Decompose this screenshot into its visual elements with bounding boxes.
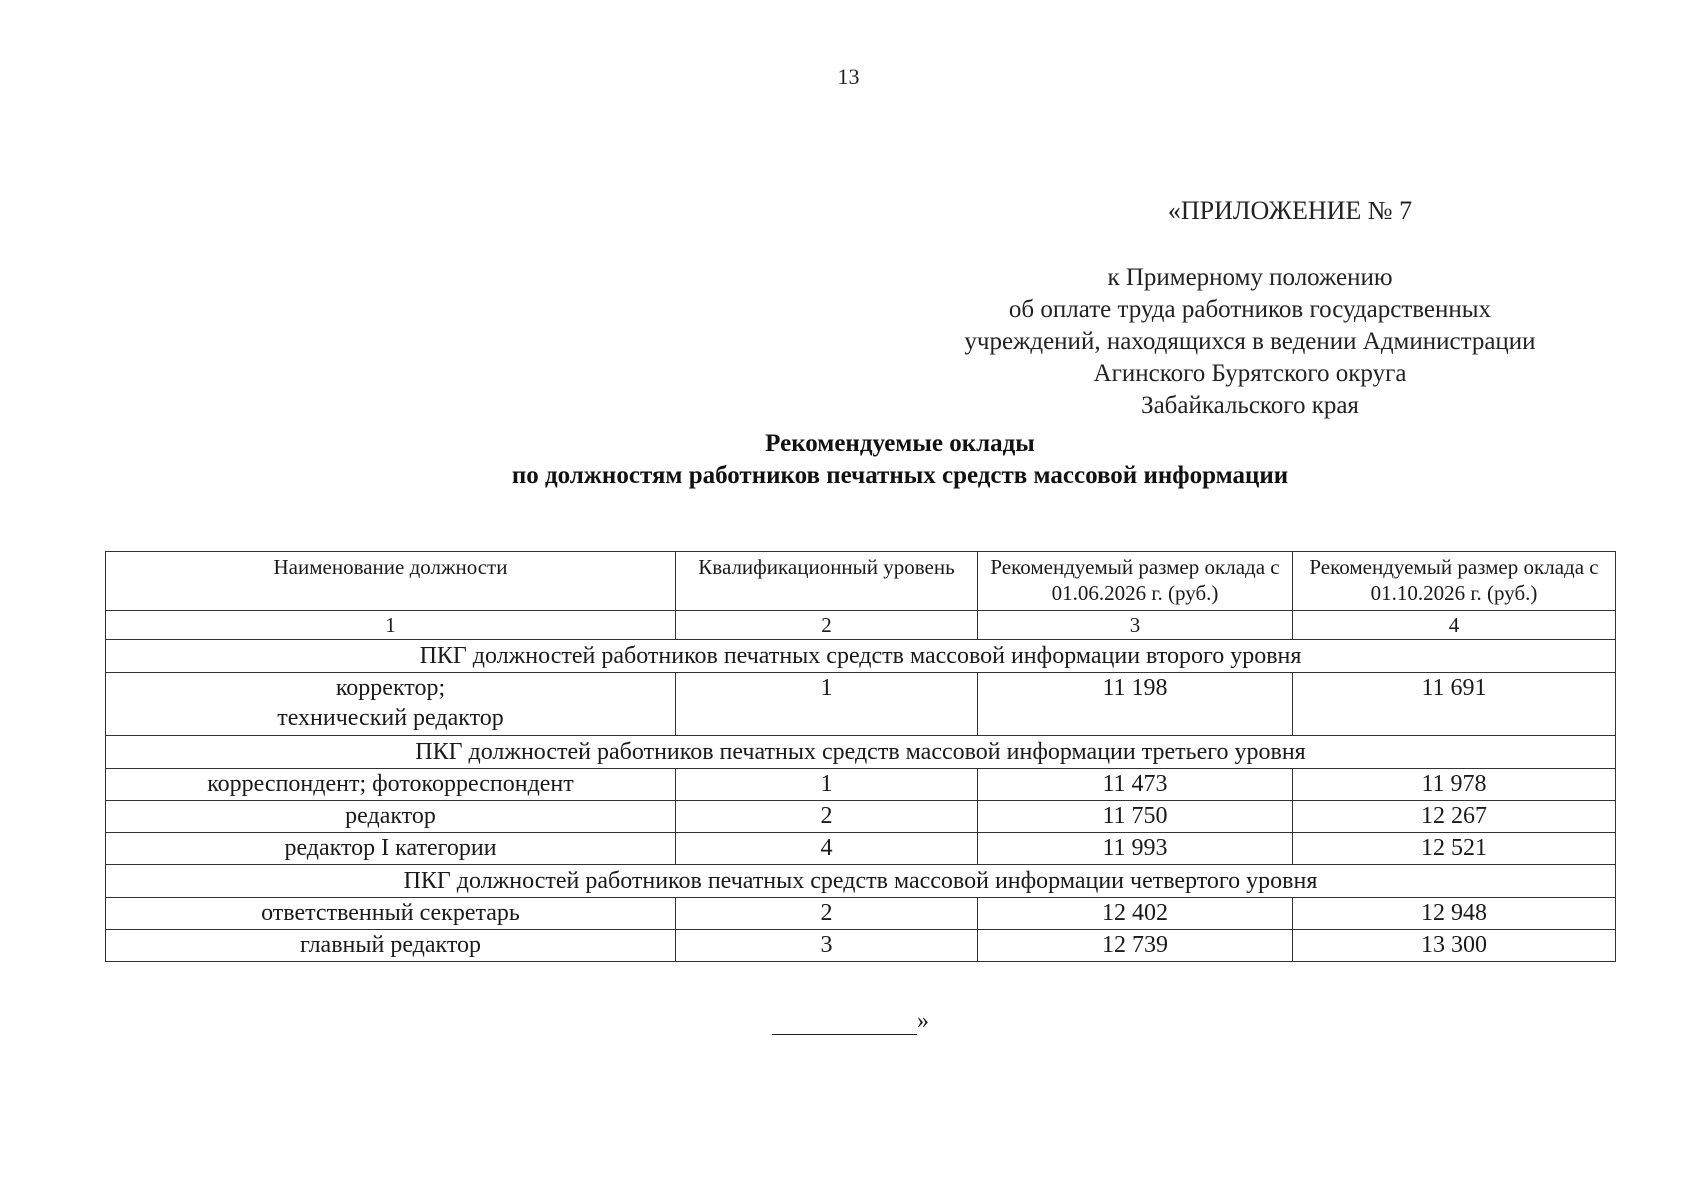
group-row <box>106 736 1616 769</box>
column-number: 4 <box>1293 611 1616 640</box>
header-salary-june: Рекомендуемый размер оклада с 01.06.2026 г. (руб.) <box>978 552 1293 611</box>
cell-position: корреспондент; фотокорреспондент <box>106 769 676 801</box>
group-title: ПКГ должностей работников печатных средств массовой информации третьего уровня <box>106 736 1616 769</box>
column-number-row <box>106 611 1616 640</box>
cell-salary-june: 12 402 <box>978 898 1293 930</box>
table-row <box>106 673 1616 736</box>
header-level: Квалификационный уровень <box>676 552 978 611</box>
table-header-row <box>106 552 1616 611</box>
cell-salary-june: 11 993 <box>978 833 1293 865</box>
annex-subtitle <box>880 262 1620 422</box>
cell-salary-october: 13 300 <box>1293 930 1616 962</box>
cell-level: 1 <box>676 673 978 736</box>
cell-level: 4 <box>676 833 978 865</box>
cell-salary-october: 12 267 <box>1293 801 1616 833</box>
cell-level: 2 <box>676 898 978 930</box>
cell-position: ответственный секретарь <box>106 898 676 930</box>
table-row <box>106 898 1616 930</box>
annex-title: «ПРИЛОЖЕНИЕ № 7 <box>1167 196 1413 225</box>
annex-subtitle-line: об оплате труда работников государственных <box>1008 296 1492 323</box>
group-title: ПКГ должностей работников печатных средств массовой информации четвертого уровня <box>106 865 1616 898</box>
position-line <box>112 673 669 733</box>
group-row <box>106 640 1616 673</box>
column-number: 1 <box>106 611 676 640</box>
cell-level: 3 <box>676 930 978 962</box>
cell-salary-october: 12 948 <box>1293 898 1616 930</box>
annex-subtitle-line: учреждений, находящихся в ведении Администрации <box>964 328 1536 355</box>
cell-position <box>106 673 676 736</box>
cell-position: редактор I категории <box>106 833 676 865</box>
closing-rule <box>772 1012 917 1035</box>
cell-salary-june: 11 750 <box>978 801 1293 833</box>
document-heading <box>0 428 1697 492</box>
annex-subtitle-line: Забайкальского края <box>1141 392 1359 419</box>
table-row <box>106 769 1616 801</box>
cell-salary-june: 11 198 <box>978 673 1293 736</box>
closing-mark-line <box>772 1008 929 1035</box>
column-number: 3 <box>978 611 1293 640</box>
cell-position: редактор <box>106 801 676 833</box>
cell-salary-october: 11 978 <box>1293 769 1616 801</box>
cell-level: 1 <box>676 769 978 801</box>
column-number: 2 <box>676 611 978 640</box>
cell-salary-october: 11 691 <box>1293 673 1616 736</box>
header-position: Наименование должности <box>106 552 676 611</box>
cell-salary-october: 12 521 <box>1293 833 1616 865</box>
annex-subtitle-line: к Примерному положению <box>1107 264 1393 291</box>
table-body <box>106 552 1616 962</box>
cell-salary-june: 12 739 <box>978 930 1293 962</box>
group-title: ПКГ должностей работников печатных средств массовой информации второго уровня <box>106 640 1616 673</box>
cell-level: 2 <box>676 801 978 833</box>
header-salary-october: Рекомендуемый размер оклада с 01.10.2026 г. (руб.) <box>1293 552 1616 611</box>
heading-line-1: Рекомендуемые оклады <box>765 430 1035 457</box>
table-row <box>106 833 1616 865</box>
table-row <box>106 930 1616 962</box>
closing-quote: » <box>917 1008 929 1034</box>
table-row <box>106 801 1616 833</box>
position-text-line: корректор; <box>335 675 446 701</box>
page-number: 13 <box>837 64 860 89</box>
salary-table <box>105 551 1616 962</box>
group-row <box>106 865 1616 898</box>
annex-subtitle-line: Агинского Бурятского округа <box>1093 360 1407 387</box>
heading-line-2: по должностям работников печатных средств массовой информации <box>511 462 1289 489</box>
position-text-line: технический редактор <box>277 705 504 731</box>
cell-position: главный редактор <box>106 930 676 962</box>
cell-salary-june: 11 473 <box>978 769 1293 801</box>
